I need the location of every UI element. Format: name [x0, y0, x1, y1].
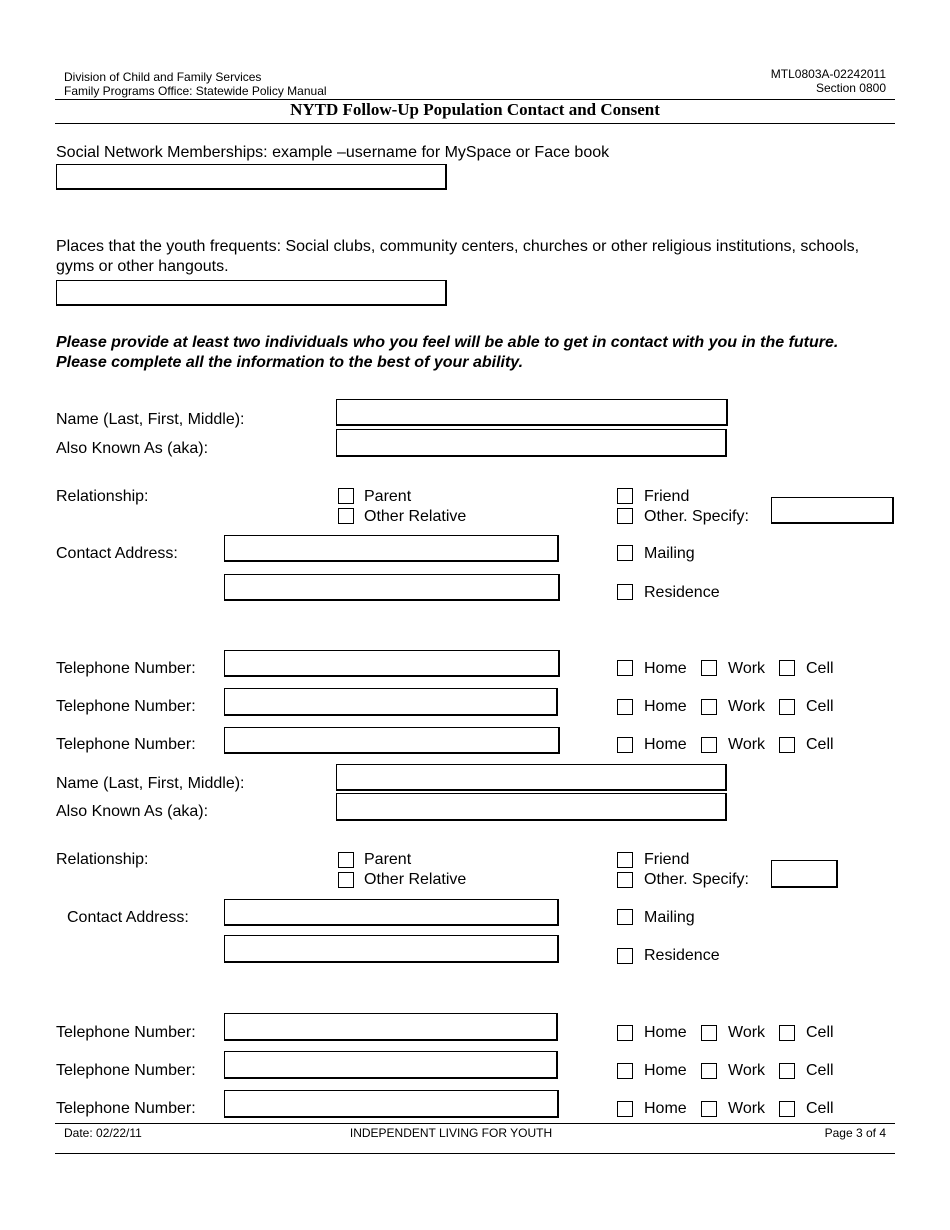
- contact1-residence-checkbox[interactable]: [617, 584, 633, 600]
- contact2-residence-checkbox[interactable]: [617, 948, 633, 964]
- contact2-name-label: Name (Last, First, Middle):: [56, 775, 245, 792]
- contact2-phone2-work-checkbox[interactable]: [701, 1063, 717, 1079]
- contact2-phone3-home-label: Home: [644, 1100, 687, 1117]
- contact1-phone1-cell-label: Cell: [806, 660, 834, 677]
- header-rule-bottom: [55, 123, 895, 124]
- contact1-parent-checkbox[interactable]: [338, 488, 354, 504]
- social-network-label: Social Network Memberships: example –username for MySpace or Face book: [56, 144, 610, 161]
- contact2-phone3-cell-checkbox[interactable]: [779, 1101, 795, 1117]
- contact1-phone2-home-label: Home: [644, 698, 687, 715]
- contact2-phone2-cell-checkbox[interactable]: [779, 1063, 795, 1079]
- contact1-mailing-label: Mailing: [644, 545, 695, 562]
- contact1-phone3-cell-checkbox[interactable]: [779, 737, 795, 753]
- contact1-phone3-work-checkbox[interactable]: [701, 737, 717, 753]
- contact1-parent-label: Parent: [364, 488, 412, 505]
- contact1-phone3-home-label: Home: [644, 736, 687, 753]
- contact2-phone1-cell-checkbox[interactable]: [779, 1025, 795, 1041]
- contact1-phone3-cell-label: Cell: [806, 736, 834, 753]
- contact2-relationship-label: Relationship:: [56, 851, 149, 868]
- contact1-phone2-work-checkbox[interactable]: [701, 699, 717, 715]
- contact1-other-specify-input[interactable]: [771, 497, 894, 524]
- footer-rule-bottom: [55, 1153, 895, 1154]
- contact2-phone1-home-label: Home: [644, 1024, 687, 1041]
- contact1-phone2-cell-checkbox[interactable]: [779, 699, 795, 715]
- contact1-other-checkbox[interactable]: [617, 508, 633, 524]
- contact2-phone1-work-checkbox[interactable]: [701, 1025, 717, 1041]
- contact1-phone1-work-label: Work: [728, 660, 766, 677]
- places-label: Places that the youth frequents: Social clubs, community centers, churches or other religious institutions, schools, gyms or other hangouts.: [56, 238, 860, 275]
- contact2-parent-label: Parent: [364, 851, 412, 868]
- contact2-phone2-home-label: Home: [644, 1062, 687, 1079]
- contact2-parent-checkbox[interactable]: [338, 852, 354, 868]
- contact1-other-relative-label: Other Relative: [364, 508, 467, 525]
- contact1-phone1-home-checkbox[interactable]: [617, 660, 633, 676]
- contact1-phone2-input[interactable]: [224, 688, 558, 716]
- contact2-phone3-work-checkbox[interactable]: [701, 1101, 717, 1117]
- contact1-aka-label: Also Known As (aka):: [56, 440, 209, 457]
- contact2-other-specify-input[interactable]: [771, 860, 838, 888]
- contact1-other-relative-checkbox[interactable]: [338, 508, 354, 524]
- contact2-phone3-work-label: Work: [728, 1100, 766, 1117]
- contact1-phone3-work-label: Work: [728, 736, 766, 753]
- contact1-friend-label: Friend: [644, 488, 690, 505]
- contact2-phone2-work-label: Work: [728, 1062, 766, 1079]
- places-input[interactable]: [56, 280, 447, 306]
- contact2-phone1-label: Telephone Number:: [56, 1024, 196, 1041]
- contact2-friend-label: Friend: [644, 851, 690, 868]
- contact2-other-specify-label: Other. Specify:: [644, 871, 749, 888]
- contact1-mailing-checkbox[interactable]: [617, 545, 633, 561]
- contact2-other-relative-label: Other Relative: [364, 871, 467, 888]
- contact1-phone1-work-checkbox[interactable]: [701, 660, 717, 676]
- contact1-address-line2-input[interactable]: [224, 574, 560, 601]
- contact2-aka-input[interactable]: [336, 793, 727, 821]
- contact2-phone1-work-label: Work: [728, 1024, 766, 1041]
- contact2-phone2-home-checkbox[interactable]: [617, 1063, 633, 1079]
- instructions-line-1: Please provide at least two individuals who you feel will be able to get in contact with you in the future.: [56, 334, 839, 351]
- contact2-address-label: Contact Address:: [67, 909, 189, 926]
- contact2-mailing-checkbox[interactable]: [617, 909, 633, 925]
- contact1-aka-input[interactable]: [336, 429, 727, 457]
- footer-date: Date: 02/22/11: [64, 1126, 142, 1140]
- contact1-friend-checkbox[interactable]: [617, 488, 633, 504]
- contact1-name-label: Name (Last, First, Middle):: [56, 411, 245, 428]
- contact1-residence-label: Residence: [644, 584, 720, 601]
- contact1-phone1-cell-checkbox[interactable]: [779, 660, 795, 676]
- contact2-name-input[interactable]: [336, 764, 727, 791]
- contact2-phone3-input[interactable]: [224, 1090, 559, 1118]
- contact2-friend-checkbox[interactable]: [617, 852, 633, 868]
- contact2-address-line2-input[interactable]: [224, 935, 559, 963]
- contact1-phone2-home-checkbox[interactable]: [617, 699, 633, 715]
- contact1-phone3-label: Telephone Number:: [56, 736, 196, 753]
- page-title: NYTD Follow-Up Population Contact and Consent: [290, 100, 660, 119]
- contact2-phone2-input[interactable]: [224, 1051, 558, 1079]
- contact2-phone3-label: Telephone Number:: [56, 1100, 196, 1117]
- contact1-name-input[interactable]: [336, 399, 728, 426]
- footer-program: INDEPENDENT LIVING FOR YOUTH: [349, 1126, 553, 1140]
- contact2-phone1-home-checkbox[interactable]: [617, 1025, 633, 1041]
- contact1-address-line1-input[interactable]: [224, 535, 559, 562]
- contact2-phone1-input[interactable]: [224, 1013, 558, 1041]
- contact2-phone2-cell-label: Cell: [806, 1062, 834, 1079]
- contact1-phone1-label: Telephone Number:: [56, 660, 196, 677]
- contact2-other-relative-checkbox[interactable]: [338, 872, 354, 888]
- footer-rule-top: [55, 1123, 895, 1124]
- contact1-phone3-input[interactable]: [224, 727, 560, 754]
- contact2-residence-label: Residence: [644, 947, 720, 964]
- contact1-relationship-label: Relationship:: [56, 488, 149, 505]
- contact1-phone3-home-checkbox[interactable]: [617, 737, 633, 753]
- document-code: MTL0803A-02242011: [770, 67, 886, 81]
- social-network-input[interactable]: [56, 164, 447, 190]
- contact2-phone3-cell-label: Cell: [806, 1100, 834, 1117]
- contact2-phone2-label: Telephone Number:: [56, 1062, 196, 1079]
- contact1-phone1-input[interactable]: [224, 650, 560, 677]
- contact2-phone1-cell-label: Cell: [806, 1024, 834, 1041]
- contact1-phone2-cell-label: Cell: [806, 698, 834, 715]
- footer-page-number: Page 3 of 4: [824, 1126, 886, 1140]
- contact1-phone1-home-label: Home: [644, 660, 687, 677]
- division-name: Division of Child and Family Services: [64, 70, 262, 84]
- contact1-address-label: Contact Address:: [56, 545, 178, 562]
- contact2-mailing-label: Mailing: [644, 909, 695, 926]
- office-name: Family Programs Office: Statewide Policy Manual: [64, 84, 327, 98]
- instructions-line-2: Please complete all the information to the best of your ability.: [56, 354, 524, 371]
- section-number: Section 0800: [815, 81, 886, 95]
- contact1-phone2-work-label: Work: [728, 698, 766, 715]
- contact1-other-specify-label: Other. Specify:: [644, 508, 749, 525]
- contact2-phone3-home-checkbox[interactable]: [617, 1101, 633, 1117]
- contact2-address-line1-input[interactable]: [224, 899, 559, 926]
- contact2-other-checkbox[interactable]: [617, 872, 633, 888]
- contact2-aka-label: Also Known As (aka):: [56, 803, 209, 820]
- contact1-phone2-label: Telephone Number:: [56, 698, 196, 715]
